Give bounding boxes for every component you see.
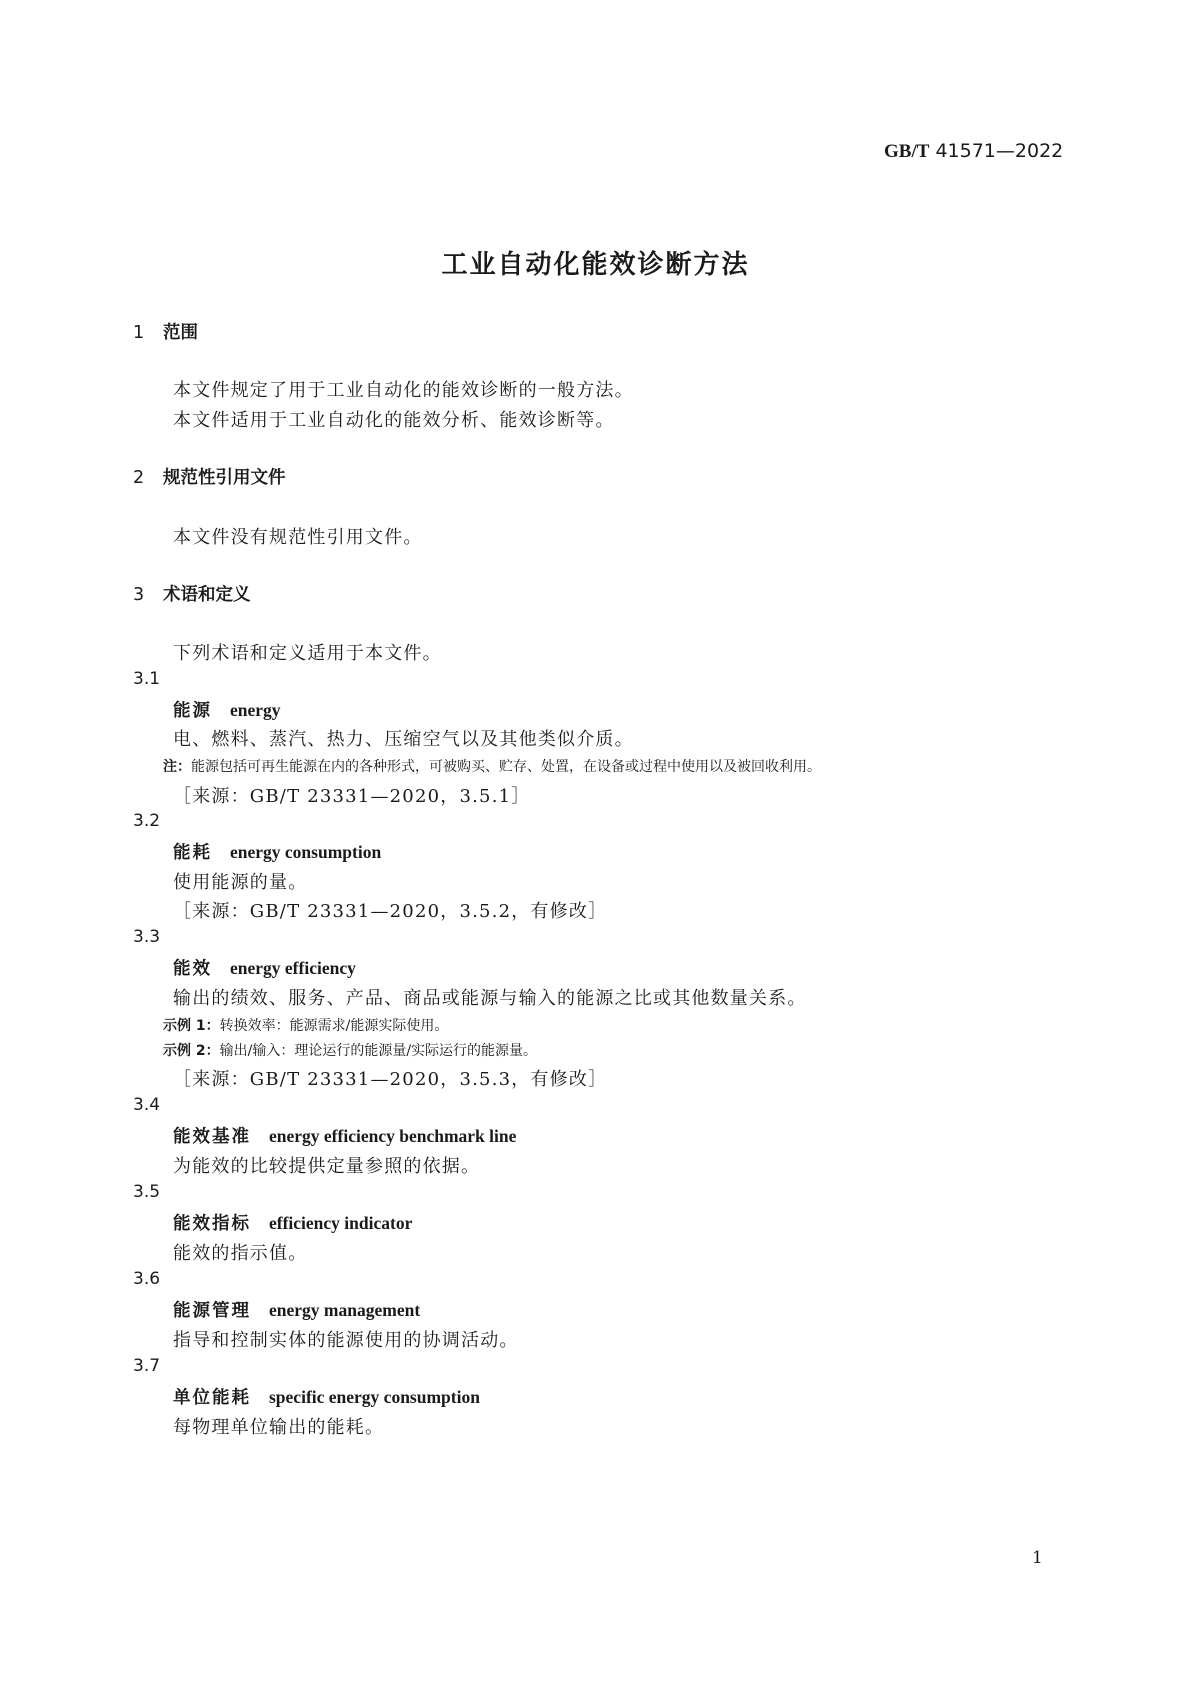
term-en: specific energy consumption [269,1387,480,1407]
term-zh: 能效指标 [173,1214,251,1234]
section-1-heading [133,319,198,344]
term-heading [173,1384,480,1409]
section-3-heading [133,581,251,606]
normative-paragraph: 本文件没有规范性引用文件。 [173,527,423,548]
term-zh: 能源 [173,701,212,721]
term-source: ［来源：GB/T 23331—2020，3.5.1］ [173,786,531,807]
document-title: 工业自动化能效诊断方法 [441,250,750,280]
example-label: 示例 2： [163,1043,220,1059]
term-zh: 能效 [173,959,212,979]
term-example-2 [163,1040,537,1060]
term-heading [173,1210,412,1235]
term-en: energy consumption [230,842,382,862]
section-title: 范围 [163,323,198,343]
term-en: energy efficiency benchmark line [269,1126,517,1146]
example-text: 转换效率：能源需求/能源实际使用。 [219,1018,449,1034]
scope-paragraph-2: 本文件适用于工业自动化的能效分析、能效诊断等。 [173,410,615,431]
section-number: 3 [133,585,145,605]
term-number: 3.5 [133,1182,161,1202]
term-heading [173,955,356,980]
term-zh: 能效基准 [173,1127,251,1147]
term-number: 3.2 [133,811,161,831]
standard-code-number: 41571—2022 [929,140,1064,162]
scope-paragraph-1: 本文件规定了用于工业自动化的能效诊断的一般方法。 [173,380,634,401]
term-heading [173,697,281,722]
term-definition: 输出的绩效、服务、产品、商品或能源与输入的能源之比或其他数量关系。 [173,988,807,1009]
term-zh: 能源管理 [173,1301,251,1321]
term-number: 3.1 [133,669,161,689]
term-definition: 为能效的比较提供定量参照的依据。 [173,1156,481,1177]
term-en: energy management [269,1300,421,1320]
terms-intro: 下列术语和定义适用于本文件。 [173,643,442,664]
term-definition: 电、燃料、蒸汽、热力、压缩空气以及其他类似介质。 [173,729,634,750]
term-definition: 指导和控制实体的能源使用的协调活动。 [173,1330,519,1351]
term-en: efficiency indicator [269,1213,413,1233]
example-label: 示例 1： [163,1018,220,1034]
term-zh: 能耗 [173,843,212,863]
term-definition: 每物理单位输出的能耗。 [173,1417,385,1438]
term-zh: 单位能耗 [173,1388,251,1408]
section-number: 2 [133,468,145,488]
term-source: ［来源：GB/T 23331—2020，3.5.3，有修改］ [173,1069,608,1090]
note-label: 注： [163,759,191,775]
term-heading [173,1297,420,1322]
term-number: 3.7 [133,1356,161,1376]
section-title: 规范性引用文件 [163,468,286,488]
page-number: 1 [1032,1548,1043,1568]
term-definition: 使用能源的量。 [173,872,308,893]
term-number: 3.6 [133,1269,161,1289]
term-source: ［来源：GB/T 23331—2020，3.5.2，有修改］ [173,901,608,922]
term-en: energy [230,700,281,720]
section-2-heading [133,464,286,489]
term-note [163,756,821,776]
section-title: 术语和定义 [163,585,251,605]
example-text: 输出/输入：理论运行的能源量/实际运行的能源量。 [219,1043,538,1059]
term-number: 3.3 [133,927,161,947]
term-number: 3.4 [133,1095,161,1115]
term-example-1 [163,1015,448,1035]
term-heading [173,1123,516,1148]
section-number: 1 [133,323,145,343]
standard-code [884,140,1063,163]
note-text: 能源包括可再生能源在内的各种形式，可被购买、贮存、处置，在设备或过程中使用以及被回收利用。 [191,759,821,775]
term-heading [173,839,381,864]
term-en: energy efficiency [230,958,356,978]
standard-code-prefix: GB/T [884,141,930,162]
term-definition: 能效的指示值。 [173,1243,308,1264]
